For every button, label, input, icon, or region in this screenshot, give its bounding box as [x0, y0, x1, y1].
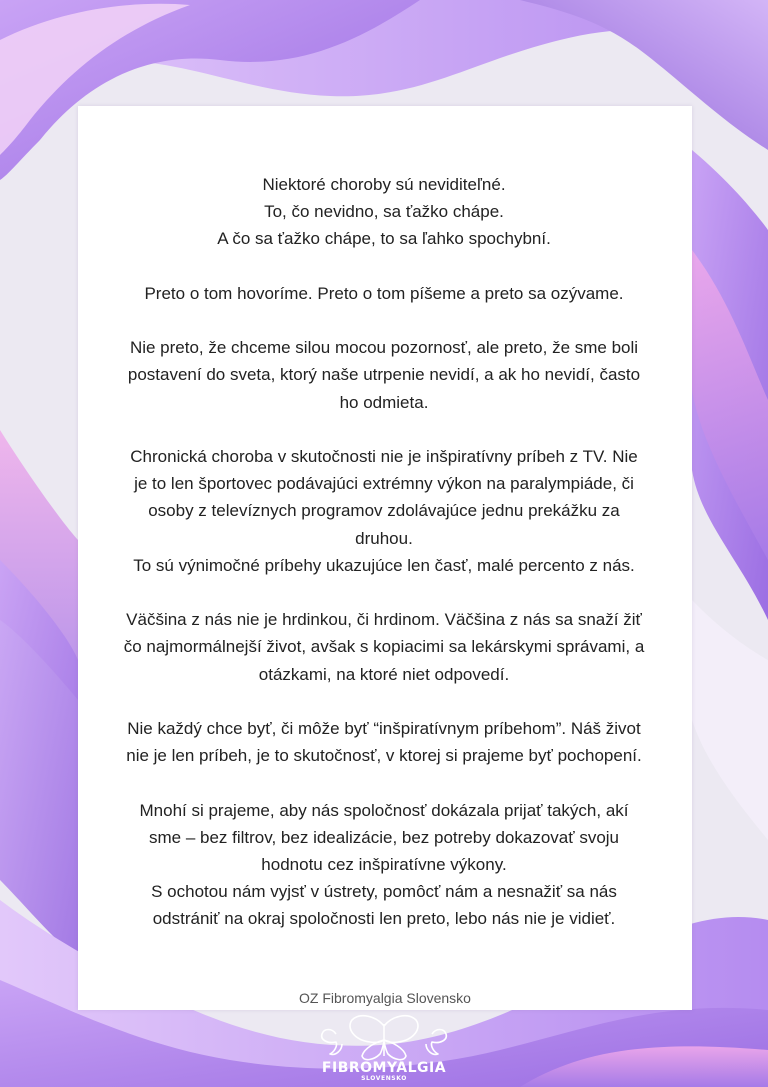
- text-line: nie je len príbeh, je to skutočnosť, v ktorej si prajeme byť pochopení.: [126, 746, 642, 766]
- fibromyalgia-logo: [314, 1012, 454, 1087]
- letter-text: [64, 171, 704, 960]
- paragraph-7: [64, 797, 704, 933]
- text-line: druhou.: [355, 528, 413, 548]
- text-line: To, čo nevidno, sa ťažko chápe.: [264, 202, 504, 222]
- paragraph-5: [64, 606, 704, 688]
- text-line: A čo sa ťažko chápe, to sa ľahko spochybní.: [217, 229, 551, 249]
- text-line: Nie každý chce byť, či môže byť “inšpiratívnym príbehom”. Náš život: [127, 718, 641, 738]
- text-line: postavení do sveta, ktorý naše utrpenie nevidí, a ak ho nevidí, často: [127, 365, 641, 385]
- signature: OZ Fibromyalgia Slovensko: [299, 990, 471, 1006]
- text-line: čo najmormálnejší život, avšak s kopiacimi sa lekárskymi správami, a: [123, 637, 645, 657]
- text-line: Nie preto, že chceme silou mocou pozornosť, ale preto, že sme boli: [129, 338, 639, 358]
- text-line: otázkami, na ktoré niet odpovedí.: [258, 664, 510, 684]
- text-line: Chronická choroba v skutočnosti nie je inšpiratívny príbeh z TV. Nie: [130, 446, 638, 466]
- paragraph-3: [64, 334, 704, 416]
- text-line: sme – bez filtrov, bez idealizácie, bez potreby dokazovať svoju: [148, 827, 620, 847]
- butterfly-icon: [314, 1012, 454, 1062]
- text-line: hodnotu cez inšpiratívne výkony.: [261, 854, 507, 874]
- logo-name: FIBROMYALGIA: [321, 1060, 447, 1076]
- text-line: Niektoré choroby sú neviditeľné.: [262, 175, 506, 194]
- text-line: To sú výnimočné príbehy ukazujúce len časť, malé percento z nás.: [133, 555, 635, 575]
- logo-subtitle: SLOVENSKO: [361, 1075, 407, 1082]
- text-line: osoby z televíznych programov zdolávajúce jednu prekážku za: [148, 501, 620, 521]
- text-line: S ochotou nám vyjsť v ústrety, pomôcť nám a nesnažiť sa nás: [151, 882, 617, 902]
- paragraph-6: [64, 715, 704, 769]
- paragraph-4: [64, 443, 704, 579]
- text-line: Väčšina z nás nie je hrdinkou, či hrdinom. Väčšina z nás sa snaží žiť: [126, 610, 642, 630]
- text-line: Preto o tom hovoríme. Preto o tom píšeme a preto sa ozývame.: [144, 283, 624, 303]
- text-line: je to len športovec podávajúci extrémny výkon na paralympiáde, či: [134, 474, 634, 494]
- text-line: ho odmieta.: [339, 392, 429, 412]
- paragraph-1: [64, 171, 704, 253]
- paragraph-2: [64, 280, 704, 307]
- text-line: Mnohí si prajeme, aby nás spoločnosť dokázala prijať takých, akí: [139, 800, 629, 820]
- text-line: odstrániť na okraj spoločnosti len preto, lebo nás nie je vidieť.: [152, 909, 616, 929]
